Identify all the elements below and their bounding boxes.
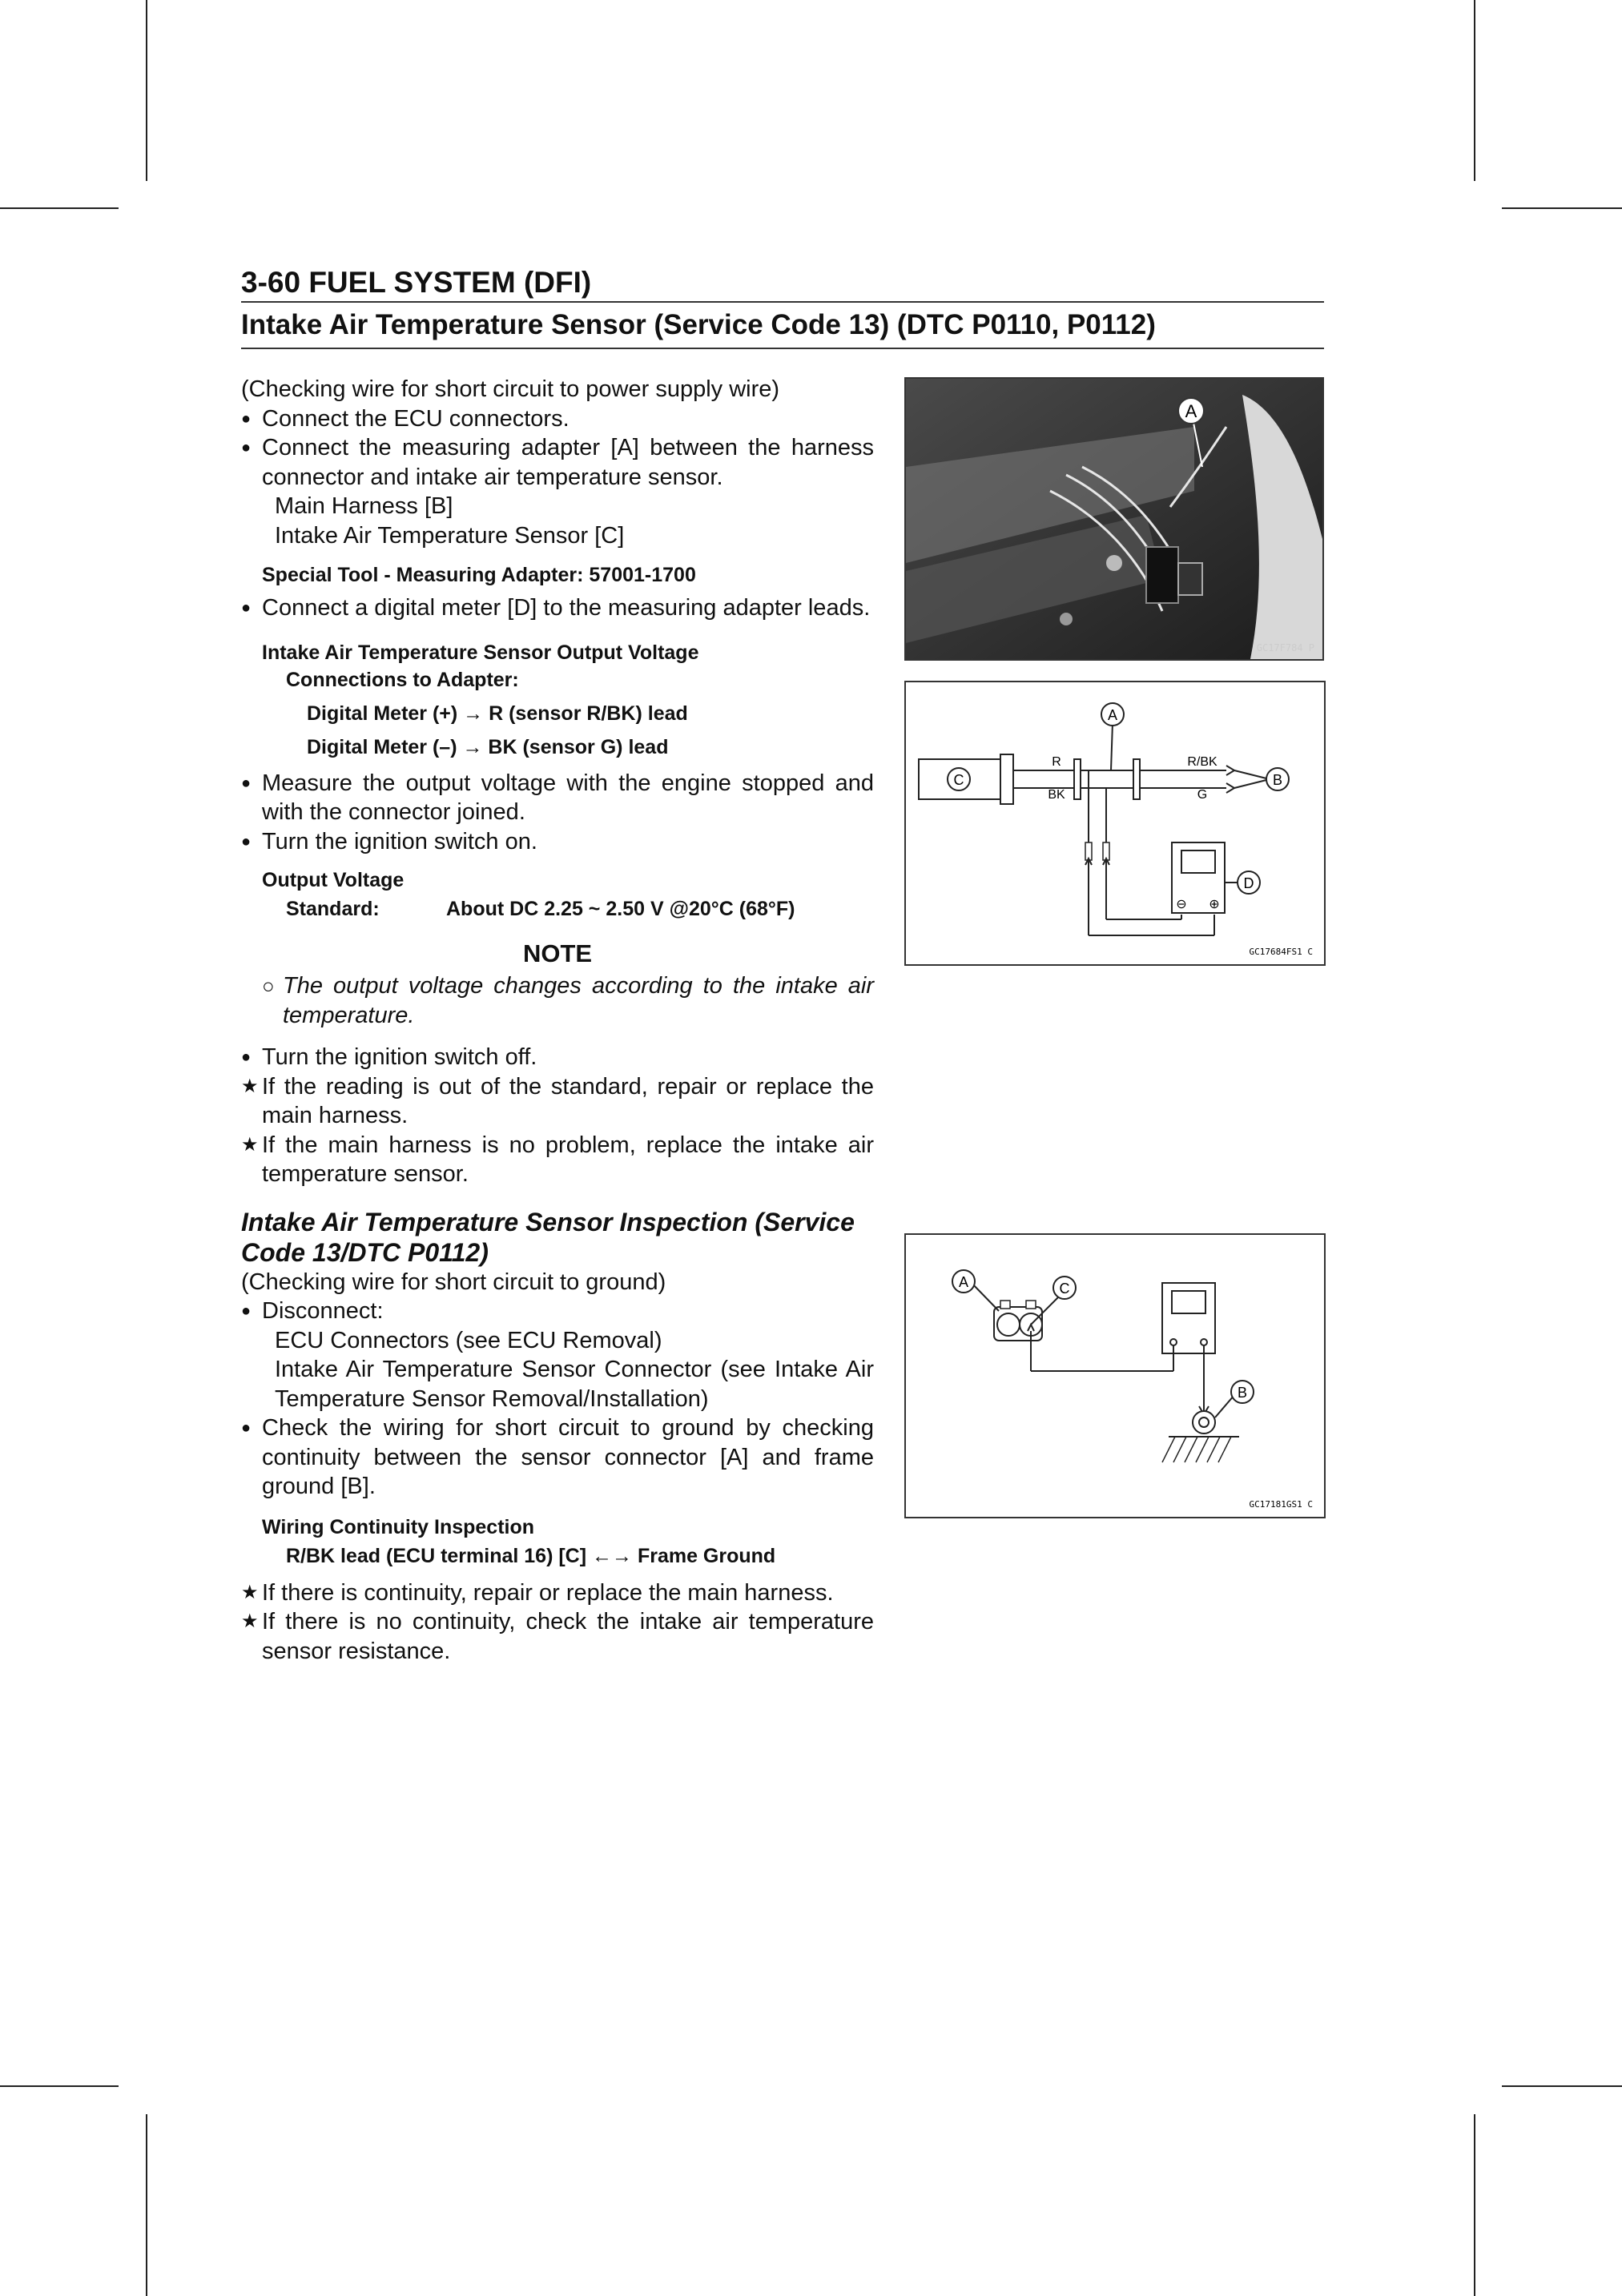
- figure-code: GC17181GS1 C: [1249, 1499, 1313, 1510]
- bullet-item: ● Turn the ignition switch on.: [241, 827, 874, 857]
- figure-diagram-ground-continuity: [904, 1233, 1326, 1518]
- figure-code: GC17F784 P: [1256, 642, 1314, 653]
- special-tool: Special Tool - Measuring Adapter: 57001-1700: [262, 564, 696, 586]
- spec-title: Wiring Continuity Inspection: [262, 1515, 535, 1538]
- bullet-item: ● Connect the ECU connectors.: [241, 404, 874, 434]
- crop-mark: [1502, 207, 1622, 209]
- callout-label: C: [1059, 1281, 1070, 1297]
- wire-label: R/BK: [1187, 755, 1218, 769]
- star-item: ★ If the reading is out of the standard, repair or replace the main harness.: [241, 1072, 874, 1131]
- section-rule: [241, 348, 1324, 349]
- callout-label: C: [953, 772, 964, 788]
- figure-photo-adapter-connection: [904, 377, 1324, 661]
- meter-display: [1172, 1291, 1205, 1313]
- main-text-column: [241, 375, 874, 1666]
- wire-label: G: [1197, 788, 1208, 802]
- note-text: ○ The output voltage changes according to the intake air temperature.: [241, 971, 874, 1030]
- star-item: ★ If there is no continuity, check the intake air temperature sensor resistance.: [241, 1607, 874, 1666]
- crop-mark: [1474, 2114, 1475, 2296]
- callout-label: A: [958, 1274, 969, 1290]
- meter-minus-terminal: ⊖: [1176, 898, 1187, 911]
- meter-display: [1181, 850, 1215, 873]
- star-item: ★ If there is continuity, repair or replace the main harness.: [241, 1578, 874, 1608]
- spec-line: Digital Meter (+) → R (sensor R/BK) lead: [307, 702, 688, 725]
- wire-label: BK: [1048, 788, 1065, 802]
- star-item: ★ If the main harness is no problem, replace the intake air temperature sensor.: [241, 1131, 874, 1189]
- adapter-right: [1133, 759, 1140, 799]
- crop-mark: [0, 2085, 119, 2087]
- spec-key: Standard:: [286, 898, 380, 920]
- meter-plus-terminal: ⊕: [1209, 898, 1220, 911]
- spec-value: About DC 2.25 ~ 2.50 V @20°C (68°F): [446, 898, 795, 920]
- spec-row: [241, 895, 874, 923]
- bullet-item: ● Turn the ignition switch off.: [241, 1043, 874, 1072]
- callout-label: B: [1237, 1385, 1248, 1401]
- spec-block-output-voltage: [241, 866, 874, 923]
- sub-item: Intake Air Temperature Sensor [C]: [275, 522, 625, 549]
- spec-line: R/BK lead (ECU terminal 16) [C] ←→ Frame Ground: [286, 1544, 776, 1567]
- bullet-item: ● Check the wiring for short circuit to ground by checking continuity between the sensor connector [A] and frame ground [B].: [241, 1413, 874, 1502]
- sub-item: ECU Connectors (see ECU Removal): [275, 1327, 662, 1353]
- spec-block-wiring-continuity: [241, 1513, 874, 1570]
- wire-label: R: [1052, 755, 1061, 769]
- sub-item: Intake Air Temperature Sensor Connector (see Intake Air Temperature Sensor Removal/Installation): [275, 1357, 874, 1412]
- figure-code: GC17684FS1 C: [1249, 947, 1313, 957]
- callout-label: D: [1243, 875, 1254, 891]
- connector-shape: [1146, 547, 1178, 603]
- callout-label: B: [1272, 772, 1283, 788]
- intro-text: (Checking wire for short circuit to power supply wire): [241, 376, 780, 402]
- page-header: [241, 264, 1324, 349]
- ground-hatching: [1162, 1437, 1231, 1462]
- spec-line: Digital Meter (–) → BK (sensor G) lead: [307, 735, 669, 758]
- page-title: 3-60 FUEL SYSTEM (DFI): [241, 266, 592, 299]
- intro-text: (Checking wire for short circuit to ground): [241, 1269, 666, 1295]
- spec-block-output-voltage-connections: [241, 636, 874, 764]
- spec-line: Connections to Adapter:: [286, 668, 519, 691]
- figure-diagram-meter-connection: [904, 681, 1326, 966]
- callout-label: A: [1185, 401, 1197, 421]
- section-title: Intake Air Temperature Sensor (Service Code 13) (DTC P0110, P0112): [241, 309, 1156, 340]
- adapter-left: [1074, 759, 1081, 799]
- crop-mark: [1502, 2085, 1622, 2087]
- subsection-title: Intake Air Temperature Sensor Inspection (Service Code 13/DTC P0112): [241, 1207, 855, 1267]
- diagram-1: [906, 682, 1324, 964]
- crop-mark: [0, 207, 119, 209]
- spec-title: Intake Air Temperature Sensor Output Voltage: [262, 641, 699, 664]
- spec-title: Output Voltage: [262, 869, 404, 891]
- sub-item: Main Harness [B]: [275, 493, 453, 519]
- note-title: NOTE: [522, 939, 593, 967]
- crop-mark: [1474, 0, 1475, 181]
- bullet-item: ● Connect the measuring adapter [A] between the harness connector and intake air temperature sensor.: [241, 433, 874, 492]
- callout-label: A: [1107, 707, 1118, 723]
- bullet-item: ● Connect a digital meter [D] to the measuring adapter leads.: [241, 593, 874, 623]
- diagram-2: [906, 1235, 1324, 1517]
- photo-illustration: [906, 379, 1322, 659]
- bullet-item: ● Measure the output voltage with the engine stopped and with the connector joined.: [241, 769, 874, 827]
- crop-mark: [146, 2114, 147, 2296]
- bullet-item: ● Disconnect:: [241, 1297, 874, 1326]
- crop-mark: [146, 0, 147, 181]
